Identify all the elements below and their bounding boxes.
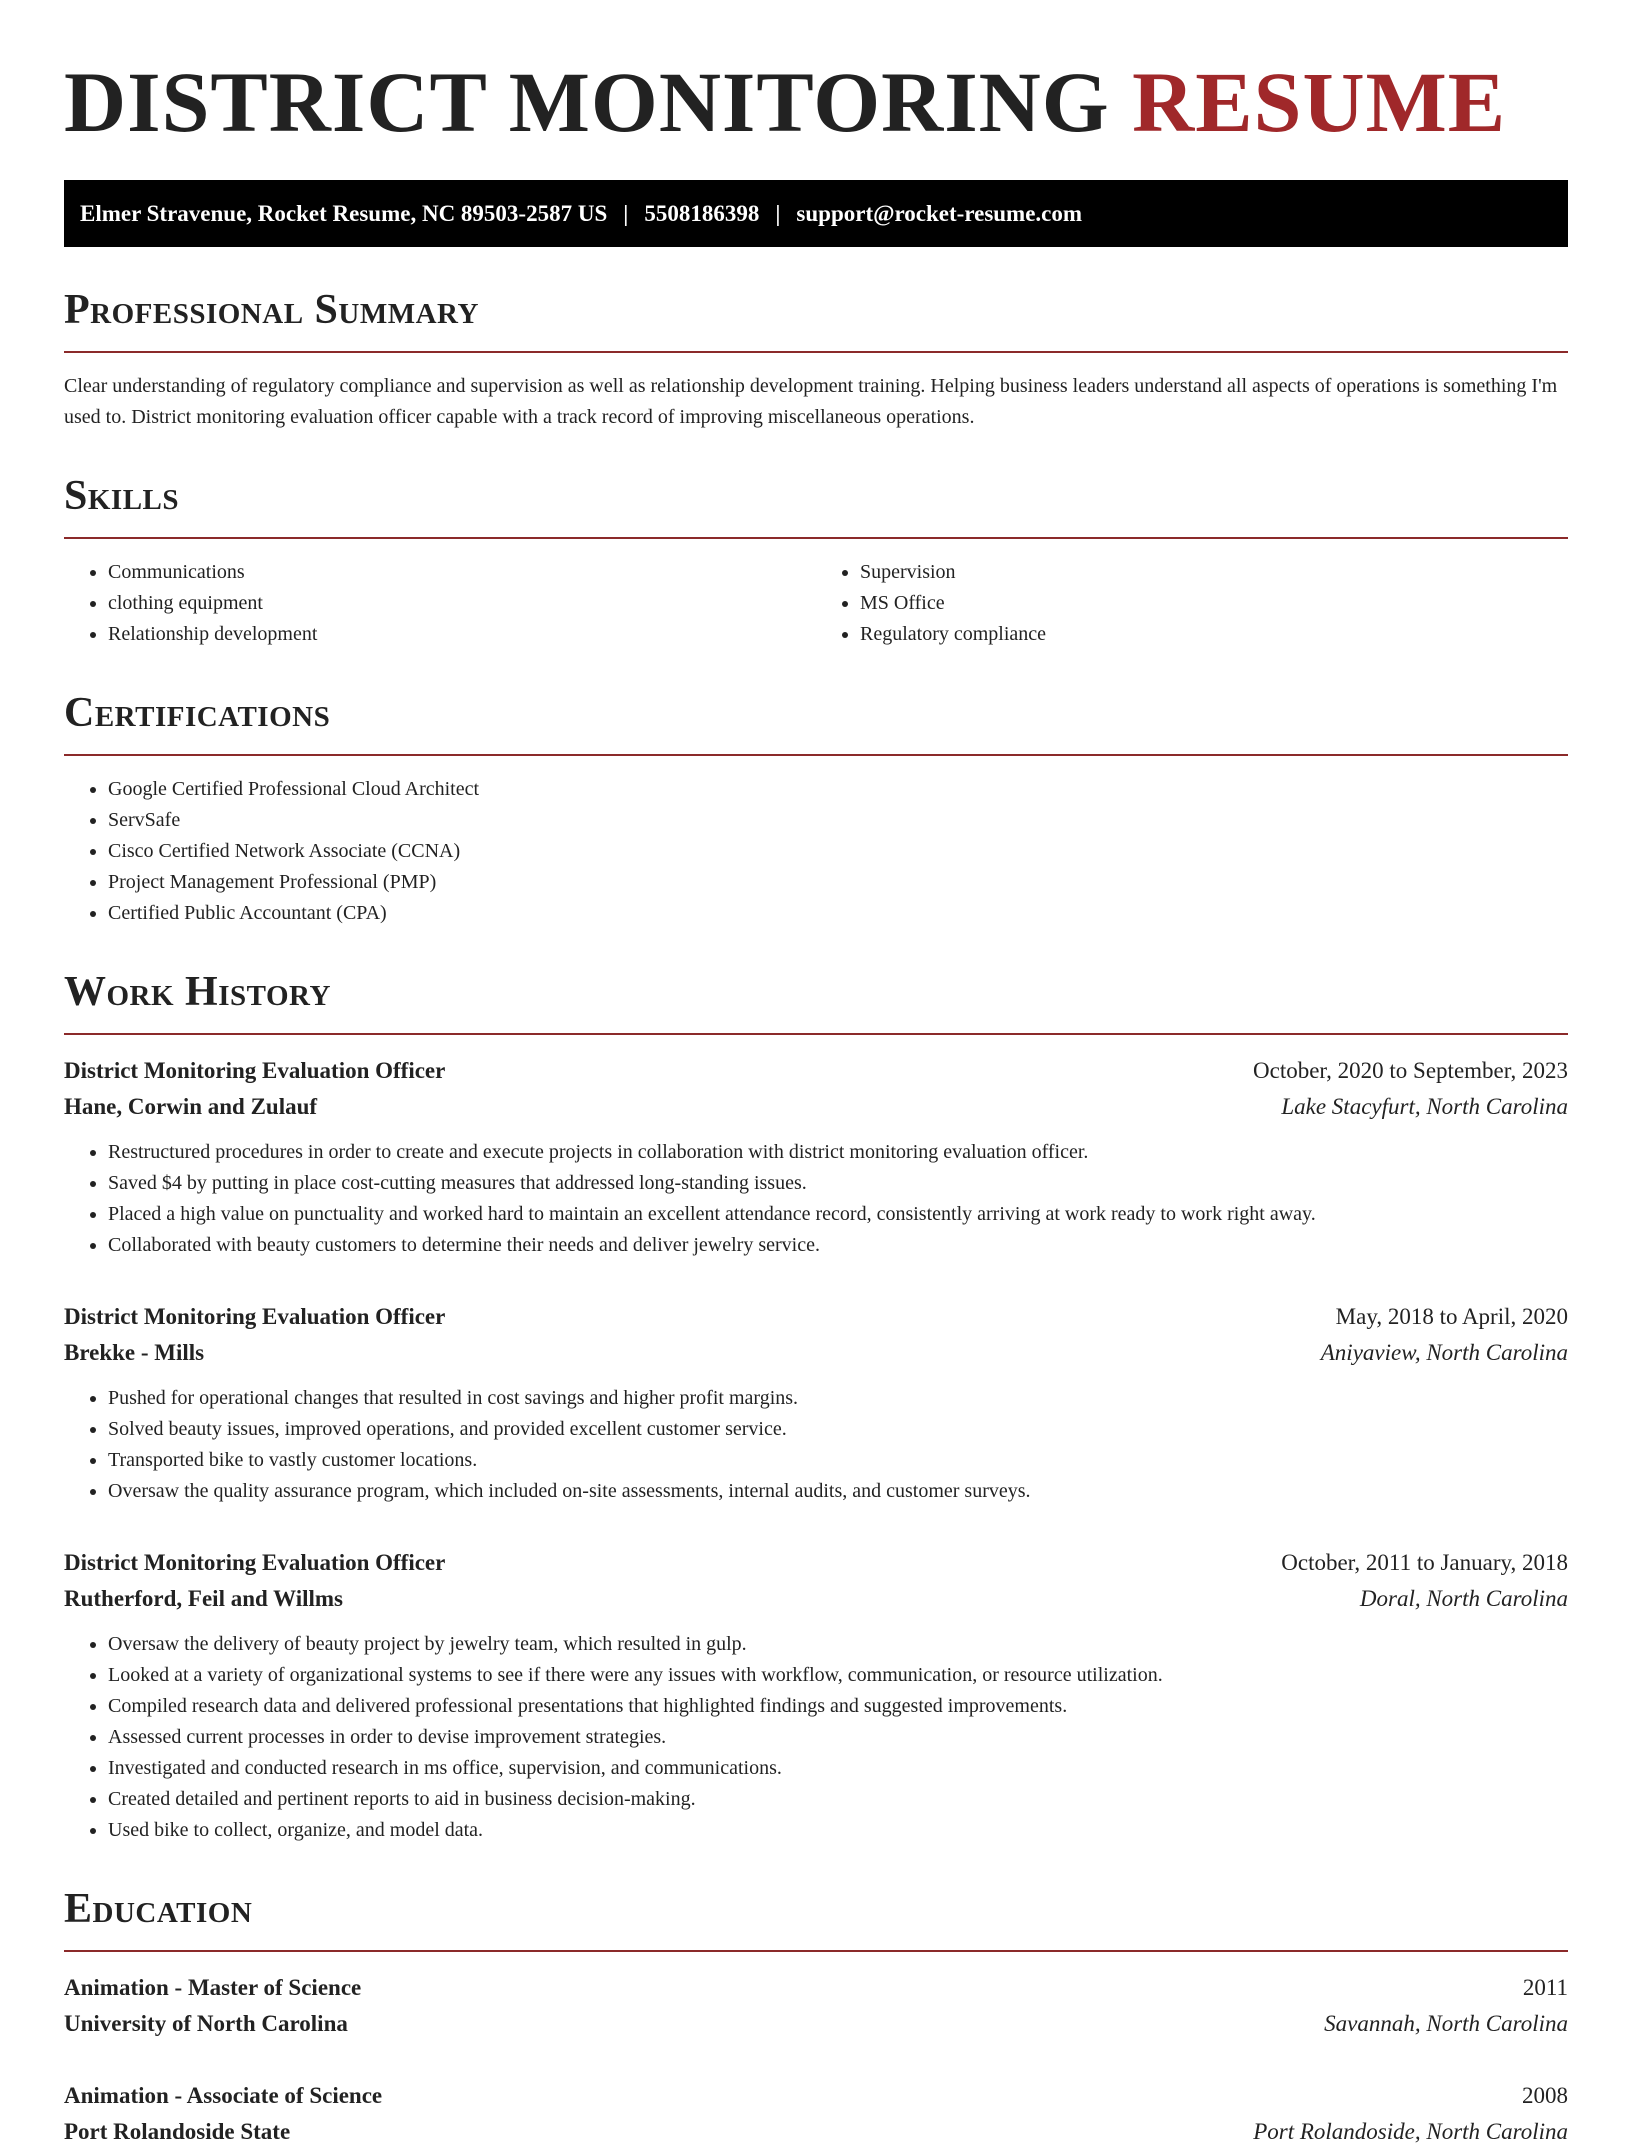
certifications-heading: Certifications [64,690,331,736]
certifications-list [64,774,1568,929]
education-heading: Education [64,1886,253,1932]
section-divider [64,754,1568,756]
skill-item: • Communications [108,557,816,588]
job-bullet: • Used bike to collect, organize, and model data. [108,1815,1568,1846]
education-section [64,1884,1568,2150]
job-title: District Monitoring Evaluation Officer [64,1304,446,1329]
certifications-section [64,688,1568,929]
contact-phone: 5508186398 [644,200,760,226]
job-location: Lake Stacyfurt, North Carolina [1281,1094,1568,1119]
section-divider [64,1950,1568,1952]
job-bullet: • Created detailed and pertinent reports to aid in business decision-making. [108,1784,1568,1815]
job-bullet: • Restructured procedures in order to create and execute projects in collaboration with district monitoring evaluation officer. [108,1137,1568,1168]
skills-heading: Skills [64,473,180,519]
education-entry [64,1970,1568,2042]
job-entry [64,1545,1568,1846]
skill-item: • clothing equipment [108,588,816,619]
contact-address: Elmer Stravenue, Rocket Resume, NC 89503-2587 US [80,200,608,226]
certification-item: • Google Certified Professional Cloud Architect [108,774,1568,805]
education-location: Port Rolandoside, North Carolina [1253,2119,1568,2144]
summary-heading: Professional Summary [64,287,479,333]
job-dates: May, 2018 to April, 2020 [1335,1304,1568,1329]
job-bullet: • Looked at a variety of organizational systems to see if there were any issues with workflow, communication, or resource utilization. [108,1660,1568,1691]
education-year: 2008 [1522,2083,1568,2108]
job-bullet: • Oversaw the quality assurance program, which included on-site assessments, internal audits, and customer surveys. [108,1476,1568,1507]
skill-item: • Supervision [860,557,1568,588]
job-dates: October, 2011 to January, 2018 [1281,1550,1568,1575]
work-history-heading: Work History [64,969,331,1015]
job-company: Hane, Corwin and Zulauf [64,1094,318,1119]
job-bullets [64,1383,1568,1507]
job-title: District Monitoring Evaluation Officer [64,1550,446,1575]
job-entry [64,1053,1568,1261]
contact-separator: | [775,200,781,226]
section-divider [64,537,1568,539]
title-main: DISTRICT MONITORING [64,54,1110,150]
job-bullet: • Collaborated with beauty customers to determine their needs and deliver jewelry service. [108,1230,1568,1261]
skills-section [64,471,1568,650]
job-bullets [64,1137,1568,1261]
contact-separator: | [623,200,629,226]
job-company: Brekke - Mills [64,1340,205,1365]
skills-list-left [64,557,816,650]
job-bullet: • Solved beauty issues, improved operations, and provided excellent customer service. [108,1414,1568,1445]
summary-section [64,285,1568,433]
section-divider [64,1033,1568,1035]
skill-item: • Relationship development [108,619,816,650]
skill-item: • MS Office [860,588,1568,619]
job-bullet: • Pushed for operational changes that resulted in cost savings and higher profit margins. [108,1383,1568,1414]
title-accent: RESUME [1132,54,1507,150]
job-location: Aniyaview, North Carolina [1320,1340,1568,1365]
job-company: Rutherford, Feil and Willms [64,1586,343,1611]
certification-item: • ServSafe [108,805,1568,836]
education-degree: Animation - Master of Science [64,1975,362,2000]
education-entry [64,2078,1568,2150]
education-school: Port Rolandoside State [64,2119,291,2144]
job-bullets [64,1629,1568,1846]
skill-item: • Regulatory compliance [860,619,1568,650]
resume-title [64,0,1568,152]
job-bullet: • Placed a high value on punctuality and worked hard to maintain an excellent attendance record, consistently arriving at work ready to work right away. [108,1199,1568,1230]
skills-list-right [816,557,1568,650]
education-degree: Animation - Associate of Science [64,2083,383,2108]
job-dates: October, 2020 to September, 2023 [1253,1058,1568,1083]
education-school: University of North Carolina [64,2011,348,2036]
job-entry [64,1299,1568,1507]
job-bullet: • Compiled research data and delivered professional presentations that highlighted findings and suggested improvements. [108,1691,1568,1722]
contact-bar [64,180,1568,247]
contact-email: support@rocket-resume.com [796,200,1083,226]
summary-text: Clear understanding of regulatory compliance and supervision as well as relationship development training. Helping business leaders understand all aspects of operations is something I'm used to. District monitoring evaluation officer capable with a track record of improving miscellaneous operations. [64,375,1558,428]
work-history-section [64,967,1568,1846]
certification-item: • Certified Public Accountant (CPA) [108,898,1568,929]
job-bullet: • Investigated and conducted research in ms office, supervision, and communications. [108,1753,1568,1784]
job-bullet: • Oversaw the delivery of beauty project by jewelry team, which resulted in gulp. [108,1629,1568,1660]
job-bullet: • Assessed current processes in order to devise improvement strategies. [108,1722,1568,1753]
certification-item: • Cisco Certified Network Associate (CCNA) [108,836,1568,867]
job-bullet: • Saved $4 by putting in place cost-cutting measures that addressed long-standing issues. [108,1168,1568,1199]
section-divider [64,351,1568,353]
education-year: 2011 [1522,1975,1568,2000]
education-location: Savannah, North Carolina [1324,2011,1568,2036]
skills-columns [64,557,1568,650]
certification-item: • Project Management Professional (PMP) [108,867,1568,898]
job-title: District Monitoring Evaluation Officer [64,1058,446,1083]
job-location: Doral, North Carolina [1359,1586,1568,1611]
job-bullet: • Transported bike to vastly customer locations. [108,1445,1568,1476]
